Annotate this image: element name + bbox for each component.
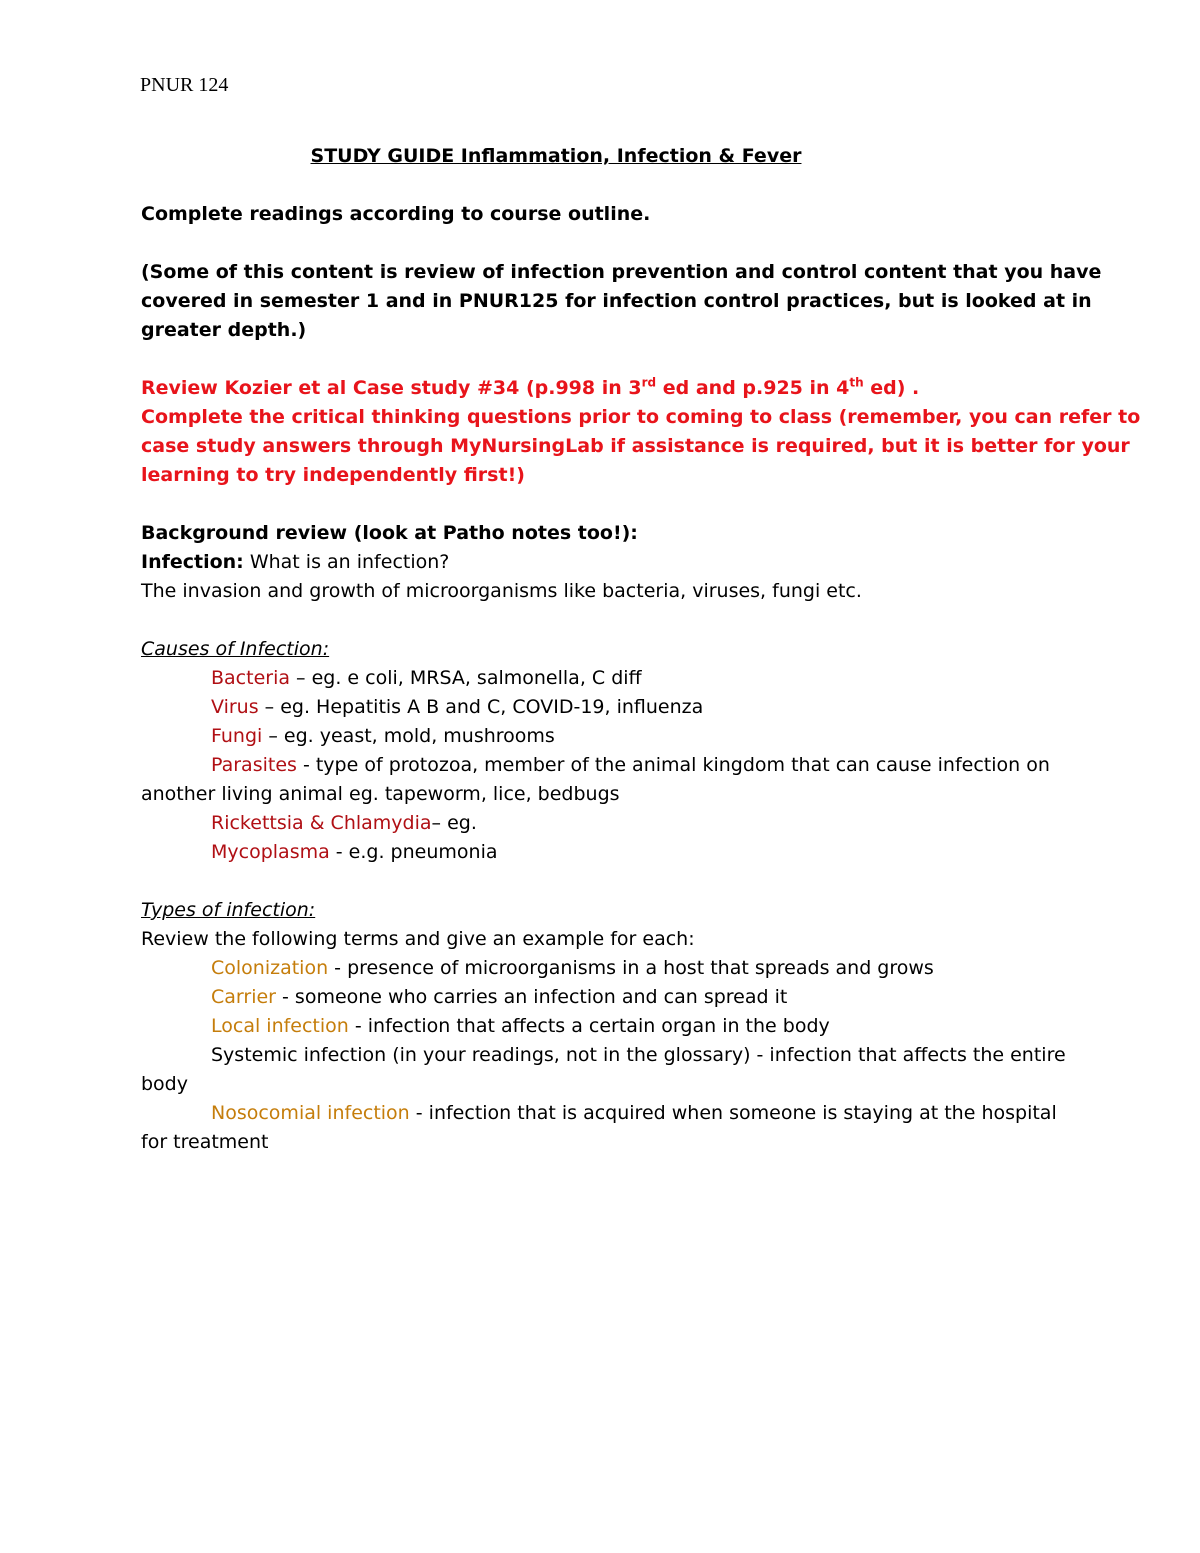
cause-rickettsia: Rickettsia & Chlamydia– eg.	[211, 812, 477, 834]
critical-line-1: Complete the critical thinking questions prior to coming to class (remember, you can refer to	[141, 406, 1141, 428]
note-line-3: greater depth.)	[141, 319, 307, 341]
cause-parasites: Parasites - type of protozoa, member of the animal kingdom that can cause infection on	[211, 754, 1050, 776]
case-study-review: Review Kozier et al Case study #34 (p.998 in 3rd ed and p.925 in 4th ed) .	[141, 375, 920, 399]
critical-line-3: learning to try independently first!)	[141, 464, 525, 486]
document-title: STUDY GUIDE Inflammation, Infection & Fever	[310, 145, 802, 167]
note-line-1: (Some of this content is review of infection prevention and control content that you have	[141, 261, 1102, 283]
cause-mycoplasma: Mycoplasma - e.g. pneumonia	[211, 841, 498, 863]
note-line-2: covered in semester 1 and in PNUR125 for infection control practices, but is looked at in	[141, 290, 1092, 312]
type-nosocomial-cont: for treatment	[141, 1131, 269, 1153]
type-systemic-cont: body	[141, 1073, 188, 1095]
types-instruction: Review the following terms and give an example for each:	[141, 928, 695, 950]
cause-bacteria: Bacteria – eg. e coli, MRSA, salmonella, C diff	[211, 667, 642, 689]
infection-answer: The invasion and growth of microorganisms like bacteria, viruses, fungi etc.	[141, 580, 862, 602]
readings-instruction: Complete readings according to course outline.	[141, 203, 651, 225]
types-heading: Types of infection:	[141, 899, 316, 921]
type-nosocomial: Nosocomial infection - infection that is acquired when someone is staying at the hospital	[211, 1102, 1057, 1124]
cause-virus: Virus – eg. Hepatitis A B and C, COVID-19, influenza	[211, 696, 704, 718]
critical-line-2: case study answers through MyNursingLab if assistance is required, but it is better for your	[141, 435, 1130, 457]
infection-question: Infection: What is an infection?	[141, 551, 450, 573]
course-code-header: PNUR 124	[140, 74, 229, 96]
causes-heading: Causes of Infection:	[141, 638, 330, 660]
type-carrier: Carrier - someone who carries an infection and can spread it	[211, 986, 788, 1008]
type-colonization: Colonization - presence of microorganisms in a host that spreads and grows	[211, 957, 934, 979]
cause-fungi: Fungi – eg. yeast, mold, mushrooms	[211, 725, 555, 747]
type-systemic: Systemic infection (in your readings, not in the glossary) - infection that affects the entire	[211, 1044, 1066, 1066]
cause-parasites-cont: another living animal eg. tapeworm, lice, bedbugs	[141, 783, 620, 805]
type-local: Local infection - infection that affects a certain organ in the body	[211, 1015, 830, 1037]
background-heading: Background review (look at Patho notes too!):	[141, 522, 638, 544]
document-body	[141, 142, 1141, 1157]
